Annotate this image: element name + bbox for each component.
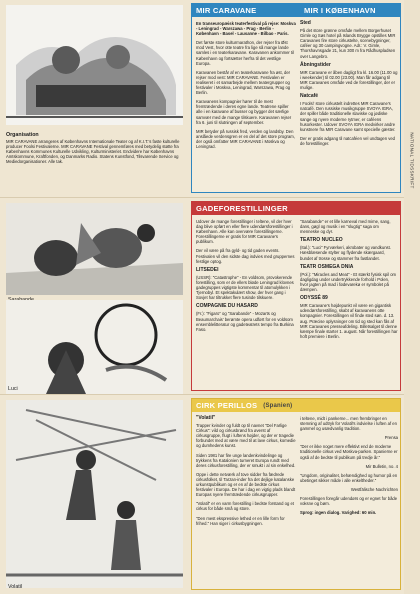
- cirk-right-paragraph-1: i teltene, midt i pankerne... men frembringer en stemning af udtryk for Volatil's indvielse i luften af en gammel og usædvanlig tradition.: [300, 416, 397, 432]
- cirk-perillos-header: [192, 399, 400, 412]
- vertical-label: NATIONAL TIDSSKRIFT: [409, 131, 415, 189]
- natcafe-heading: Natcafé: [300, 93, 319, 100]
- cirk-right-quote-2: "Der er ikke noget mere effektivt end de moderne traditionelle cirkus ved Moskva-parken. Spanierne er også af de bedste til publikum på tredje år.": [300, 444, 398, 460]
- gadeforestillinger-box: [191, 201, 401, 391]
- cirk-paragraph-3: Oppe i dette netværk af tove sidder fra fædrede cirkusfolket, til Tarzan-inder fra det dejlige katalanske urkunstpublikum og er en af de bedste cirkus festivaler i Europa. De har i dag en vigtig plads blandt Europas nyere fremtrædende cirkusgrupper.: [196, 471, 296, 498]
- cirk-source-3: Westfälische Nachrichten: [350, 486, 398, 492]
- header-left: MIR CARAVANE: [196, 6, 257, 15]
- sarabande-illustration: [6, 203, 183, 295]
- caravane-paragraph-3: Karavanen består af en teaterkaravane fra øst, der rejser mod vest: MIR CARAVANE. Festivalen er realiseret i et samarbejde mellem teatergrupper og festivaler i Moskva, Leningrad, Warszawa, Prag og Berlin.: [196, 69, 291, 96]
- mir-caravane-header: [192, 4, 400, 17]
- mir-caravane-left-col: [196, 21, 296, 153]
- teatro-nucleo-text: (Ital.): "Luci" Fyrværkeri, akrobater og vandkunst. Hæsblæsende stylter og flydende skærgaard, bundet af trosse og stammer fra fastlandet.: [300, 245, 391, 261]
- gade-left-col: [196, 219, 296, 336]
- compagnie-text: (Fr.): "Figaro" og "Sarabande" - Mozarts og Beaumarchais' berømte opera udført for en voldsom ensemblelitteratur og gadeteatrets tempo fra Burkina Faso.: [196, 311, 294, 332]
- right-margin-strip: [404, 0, 420, 594]
- sted-text: På det store grønne område mellem Borgerhuset Gimle og Søs hotel på Islands Brygge opstilles MIR Caravanes fire store cirkustelte, scenebygninger, caféer og 30 campingvogne. Adr.: V. Gimle, Thorshavnsgade 21, kun 300 m fra Rådhuspladsen over Langebro.: [300, 28, 396, 59]
- mir-caravane-box: [191, 3, 401, 193]
- cirk-paragraph-2: Siden 1981 har fire unge landenkvindelinge og trykkens fra Katalonien turneret Europa rundt med deres cirkusforestilling, der er smukt i al sin enkelhed.: [196, 452, 296, 468]
- caption-luci: Luci: [8, 386, 18, 392]
- cirk-right-quote-3: "Ungdom, originalitet, behændighed og humor på en ubetinget sikker måde i alle enkeltheder.": [300, 472, 398, 483]
- teatr-osmega-heading: TEATR OSMEGA DNIA: [300, 263, 354, 270]
- odysse-text: MIR Caravane's højdepunkt vil være en gigantisk udendørsforestilling, skabt af karavanens otte kompagnier. Forestillingen vil finde sted søn. d. 13. aug. Præcise oplysninger om tid og sted kan fås af MIR Caravanes presseafdeling. Billetsalget til denne kæmpe finale starter 1. august. Når forestillingen har hoft premiere i Berlin.: [300, 303, 398, 339]
- gade-paragraph-1: Udover de mange forestillinger i teltene, vil der hver dag blive opført en eller flere udendørsforestillinger i København. Alle kan overvære forestillingerne. Forestillingerne er gratis for MIR Caravane's publikum.: [196, 219, 293, 245]
- cirk-right-paragraph-4: Forestillingen foregår udendørs og er egnet for både voksne og børn.: [300, 496, 398, 507]
- teatro-nucleo-heading: TEATRO NUCLEO: [300, 237, 343, 244]
- caption-volatil: Volatil: [8, 584, 23, 590]
- cirk-paragraph-4: "Volatil" er en varm forestilling i bedste forstand og et cirkus for både små og store.: [196, 501, 294, 512]
- litsedei-heading: LITSEDEI: [196, 266, 219, 273]
- cirk-perillos-title: CIRK PERILLOS: [196, 401, 258, 410]
- cirk-left-col: [196, 416, 296, 530]
- teatr-osmega-text: (Pol.): "Miracles and Meat" - Et stærkt fysisk spil om dagligdag under undertrykkende forhold i Polen, hvor jagten på mad i fødevarekø er symbolet på dæmpen.: [300, 271, 397, 293]
- volatil-illustration: [6, 400, 183, 588]
- header-right: MIR I KØBENHAVN: [304, 6, 376, 15]
- organisation-text: MIR CARAVANE arrangeres af Københavns Internationale Teater og af K.I.T.'s faste kulturelle producer Foolsi Festivalerne. MIR CARAVANE Festival gennemføres med betydelig støtte fra Københavns Kommunes Kulturelle Udvikling, Kulturministeriet. Endvidere har Københavns Amtskommune, Kraftfonden, og Danmarks Radio. Statens Kunstfond, Tilsvarende Service og Mediedorganisationer. Alle tak.: [6, 139, 180, 165]
- cirk-quote: "Den mest ekspressive lethed er en lille form for frihed." Han siger i cirkusbygningen.: [196, 515, 285, 526]
- natcafe-end: Der er gratis adgang til natcaféen vel undtagen ved de forestillinger.: [300, 135, 395, 146]
- cirk-source-1: Prensa: [384, 435, 398, 441]
- photo-luci: [6, 300, 183, 394]
- gadeforestillinger-header: GADEFORESTILLINGER: [192, 202, 400, 215]
- aabningstider-heading: Åbningstider: [300, 61, 331, 68]
- fold-line-1: [0, 197, 420, 198]
- luci-illustration: [6, 300, 183, 394]
- caravane-paragraph-2: Det første store kulturmarathon, der rejser fra Øst mod Vest, hvor otte teatre fra lige så mange lande samles i en teaterkaravane. Karavanen ankommer til København og fortsætter herfra til det vestlige Europa.: [196, 40, 294, 66]
- compagnie-heading: COMPAGNIE DU HASARD: [196, 303, 258, 310]
- cirk-perillos-box: [191, 398, 401, 590]
- gade-paragraph-2: Der vil være på fra gyld- og tid gaden events. Festivalen vil den sidste dag indvies med gruppernes festlige optog.: [196, 248, 295, 264]
- organisation-heading: Organisation: [6, 132, 39, 138]
- caravane-paragraph-5: MIR betyder på russisk fred, verden og landsby. Den anslåede verdensgren er en del af det store program, der også omfatter MIR CARAVANE i Moskva og Leningrad.: [196, 128, 295, 149]
- mir-kbh-right-col: [300, 21, 398, 150]
- cirk-perillos-country: (Spanien): [263, 402, 293, 409]
- photo-caravane: [6, 5, 183, 125]
- cirk-right-col: [300, 416, 398, 519]
- litsedei-text: (USSR): "Catastrophe" - En voldsom, provokerende forestilling, som er de ellers bløde Leningrad klovnes gadegruppes vigtigste kommentar til atomulykken i Tjernobyl. Et spektakulært show, der hver gang i Sovjet har tiltrukket flere tusinde tilskuere.: [196, 274, 294, 301]
- cirk-language-duration: Sprog: ingen dialog. Varighed: 60 min.: [300, 510, 377, 516]
- natcafe-text: I Foolsi' store cirkustelt indrettes MIR Caravane's natcafé. Den russiske musikgruppe SVOYA IGRA, der spiller både traditionelle slaviske og jødiske sange og nyere moderne rytmer, er caféens husorkester. Udover SVOYA IGRA medvirker andre kunstnere fra MIR Caravane samt specielle gæster.: [300, 101, 396, 132]
- caravane-paragraph-4: Karavanens kompagnier hører til de mest fremtrædende i deres egne lande. Teatrene spiller alle i en karavane af busser og bygger det særlige samvær med de mange tilskuere. Karavanen rejser fra 6. juni til slutningen af september.: [196, 99, 292, 125]
- fold-line-2: [0, 394, 420, 395]
- caravane-illustration: [6, 5, 183, 125]
- aabningstider-text: MIR Caravane er åben dagligt fra kl. 16.00 (11.00 og i weekender) til 02.00 (23.00). Man får adgang til MIR Caravanes område ved de forestillinger, der er mulige.: [300, 69, 398, 91]
- odysse-heading: ODYSSÉ 89: [300, 295, 328, 302]
- gade-right-col: [300, 219, 398, 343]
- photo-volatil: [6, 400, 183, 588]
- photo-sarabande: [6, 203, 183, 295]
- caravane-intro: En transeuropæisk teaterfestival på rejse: Moskva - Leningrad - Warszawa - Prag - Berlin - København - Basel - Lausanne - Bilbao - Paris.: [196, 21, 296, 37]
- cirk-paragraph-1: Trapper kvinder og fuldt op til navnet "Del Farlige Cirkus": vild og cirkusbrønd fra øverst af cirkusgruppe, flugt i luftens højder, og der er tragedie forbundet med at være med til at lave cirkus, komedie og dumhedens kunst.: [196, 423, 296, 449]
- cirk-source-2: Mir Bulletin, no. 4: [365, 463, 398, 469]
- sarabande-text: "Sarabande" er et lille karneval med mime, sang, dans, gøgl og musik i en "slugtig" saga om menneske og dyr.: [300, 219, 391, 235]
- sted-heading: Sted: [300, 20, 311, 26]
- volatil-title: "Volatil": [196, 415, 216, 421]
